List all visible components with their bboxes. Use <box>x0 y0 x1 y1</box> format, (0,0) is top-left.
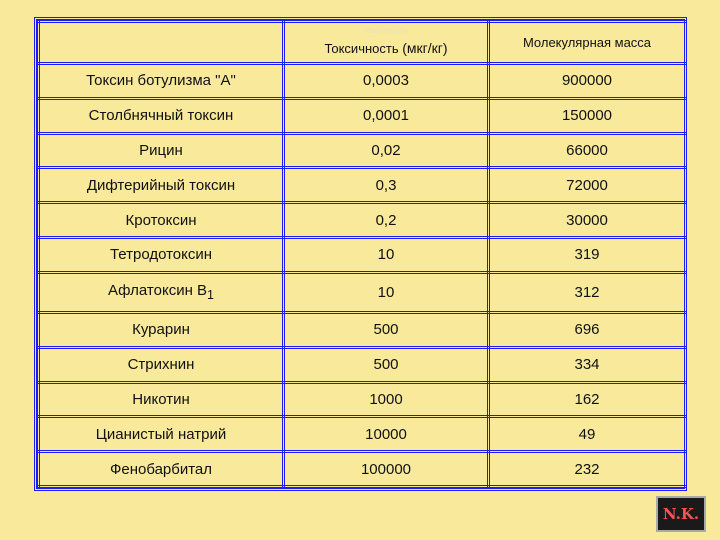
header-empty-cell <box>39 22 284 64</box>
header-mass-label: Молекулярная масса <box>522 35 652 50</box>
toxin-name-cell-text: Столбнячный токсин <box>88 107 234 125</box>
toxicity-value-cell-text: 10 <box>377 283 395 301</box>
toxin-name-subscript: 1 <box>207 288 214 303</box>
toxin-name-cell <box>39 238 284 273</box>
molecular-mass-cell-text: 66000 <box>566 142 608 160</box>
toxin-name-cell-text: Афлатоксин B <box>107 282 208 300</box>
toxin-name-cell <box>39 417 284 452</box>
toxicity-value-cell-text: 10 <box>377 246 395 264</box>
toxicity-value-cell-text: 1000 <box>369 390 403 408</box>
header-units-label: (мкг/кг) <box>402 40 448 56</box>
toxin-name-cell <box>39 272 284 312</box>
molecular-mass-cell <box>489 312 686 347</box>
toxicity-value-cell <box>284 452 489 487</box>
table-row <box>39 64 686 99</box>
molecular-mass-cell-text: 312 <box>574 283 600 301</box>
toxicity-value-cell-text: 100000 <box>360 460 412 478</box>
molecular-mass-cell-text: 150000 <box>561 107 613 125</box>
toxicity-value-cell-text: 500 <box>373 356 399 374</box>
toxicity-value-cell <box>284 203 489 238</box>
molecular-mass-cell <box>489 168 686 203</box>
molecular-mass-cell <box>489 98 686 133</box>
toxicity-value-cell-text: 10000 <box>365 425 407 443</box>
toxin-name-cell-text: Стрихнин <box>127 356 195 374</box>
toxicity-value-cell <box>284 64 489 99</box>
toxin-name-cell <box>39 168 284 203</box>
toxin-name-cell <box>39 64 284 99</box>
table-row <box>39 133 686 168</box>
toxicity-value-cell-text: 0,3 <box>375 176 397 194</box>
molecular-mass-cell-text: 319 <box>574 246 600 264</box>
toxin-name-cell-text: Кротоксин <box>125 211 197 229</box>
toxicity-value-cell <box>284 417 489 452</box>
header-toxicity-label: Токсичность <box>324 41 399 56</box>
toxicity-value-cell-text: 0,02 <box>371 142 401 160</box>
molecular-mass-cell <box>489 347 686 382</box>
toxin-name-cell-text: Никотин <box>132 390 190 408</box>
toxin-name-cell-text: Рицин <box>139 142 183 160</box>
toxicity-value-cell <box>284 133 489 168</box>
toxin-name-cell <box>39 347 284 382</box>
toxicity-value-cell-text: 0,0003 <box>363 72 409 90</box>
toxicity-value-cell <box>284 238 489 273</box>
toxicity-value-cell <box>284 347 489 382</box>
molecular-mass-cell-text: 162 <box>574 390 600 408</box>
table-row <box>39 312 686 347</box>
toxicity-value-cell <box>284 168 489 203</box>
header-mass-cell <box>489 22 686 64</box>
table-row <box>39 98 686 133</box>
molecular-mass-cell <box>489 64 686 99</box>
header-toxicity-cell <box>284 22 489 64</box>
toxin-name-cell-text: Токсин ботулизма "A" <box>86 72 236 90</box>
toxin-name-cell <box>39 98 284 133</box>
molecular-mass-cell <box>489 272 686 312</box>
toxin-name-cell-text: Курарин <box>132 321 190 339</box>
toxicity-value-cell <box>284 382 489 417</box>
table-row <box>39 238 686 273</box>
toxin-table <box>37 20 687 488</box>
toxin-name-cell <box>39 312 284 347</box>
toxin-table-container <box>34 17 687 491</box>
table-header-row <box>39 22 686 64</box>
toxin-name-cell-text: Фенобарбитал <box>109 460 213 478</box>
table-row <box>39 382 686 417</box>
table-row <box>39 417 686 452</box>
table-row <box>39 272 686 312</box>
table-row <box>39 203 686 238</box>
toxicity-value-cell-text: 0,0001 <box>363 107 409 125</box>
header-ghost-text: токсичность <box>363 26 409 35</box>
molecular-mass-cell <box>489 133 686 168</box>
table-row <box>39 168 686 203</box>
molecular-mass-cell-text: 334 <box>574 356 600 374</box>
molecular-mass-cell-text: 30000 <box>566 211 608 229</box>
toxicity-value-cell <box>284 98 489 133</box>
toxin-name-cell-text: Дифтерийный токсин <box>86 176 236 194</box>
molecular-mass-cell-text: 72000 <box>566 176 608 194</box>
toxin-name-cell <box>39 452 284 487</box>
molecular-mass-cell <box>489 238 686 273</box>
molecular-mass-cell <box>489 417 686 452</box>
nk-badge: N.K. <box>656 496 706 532</box>
toxicity-value-cell-text: 0,2 <box>375 211 397 229</box>
molecular-mass-cell-text: 696 <box>574 321 600 339</box>
molecular-mass-cell <box>489 382 686 417</box>
molecular-mass-cell <box>489 452 686 487</box>
toxin-name-cell-text: Тетродотоксин <box>109 246 213 264</box>
molecular-mass-cell-text: 232 <box>574 460 600 478</box>
toxicity-value-cell <box>284 272 489 312</box>
table-row <box>39 452 686 487</box>
toxicity-value-cell <box>284 312 489 347</box>
toxin-name-cell <box>39 203 284 238</box>
toxin-name-cell <box>39 133 284 168</box>
molecular-mass-cell-text: 49 <box>578 425 596 443</box>
molecular-mass-cell-text: 900000 <box>561 72 613 90</box>
toxin-name-cell <box>39 382 284 417</box>
toxin-name-cell-text: Цианистый натрий <box>95 425 227 443</box>
molecular-mass-cell <box>489 203 686 238</box>
toxicity-value-cell-text: 500 <box>373 321 399 339</box>
table-row <box>39 347 686 382</box>
